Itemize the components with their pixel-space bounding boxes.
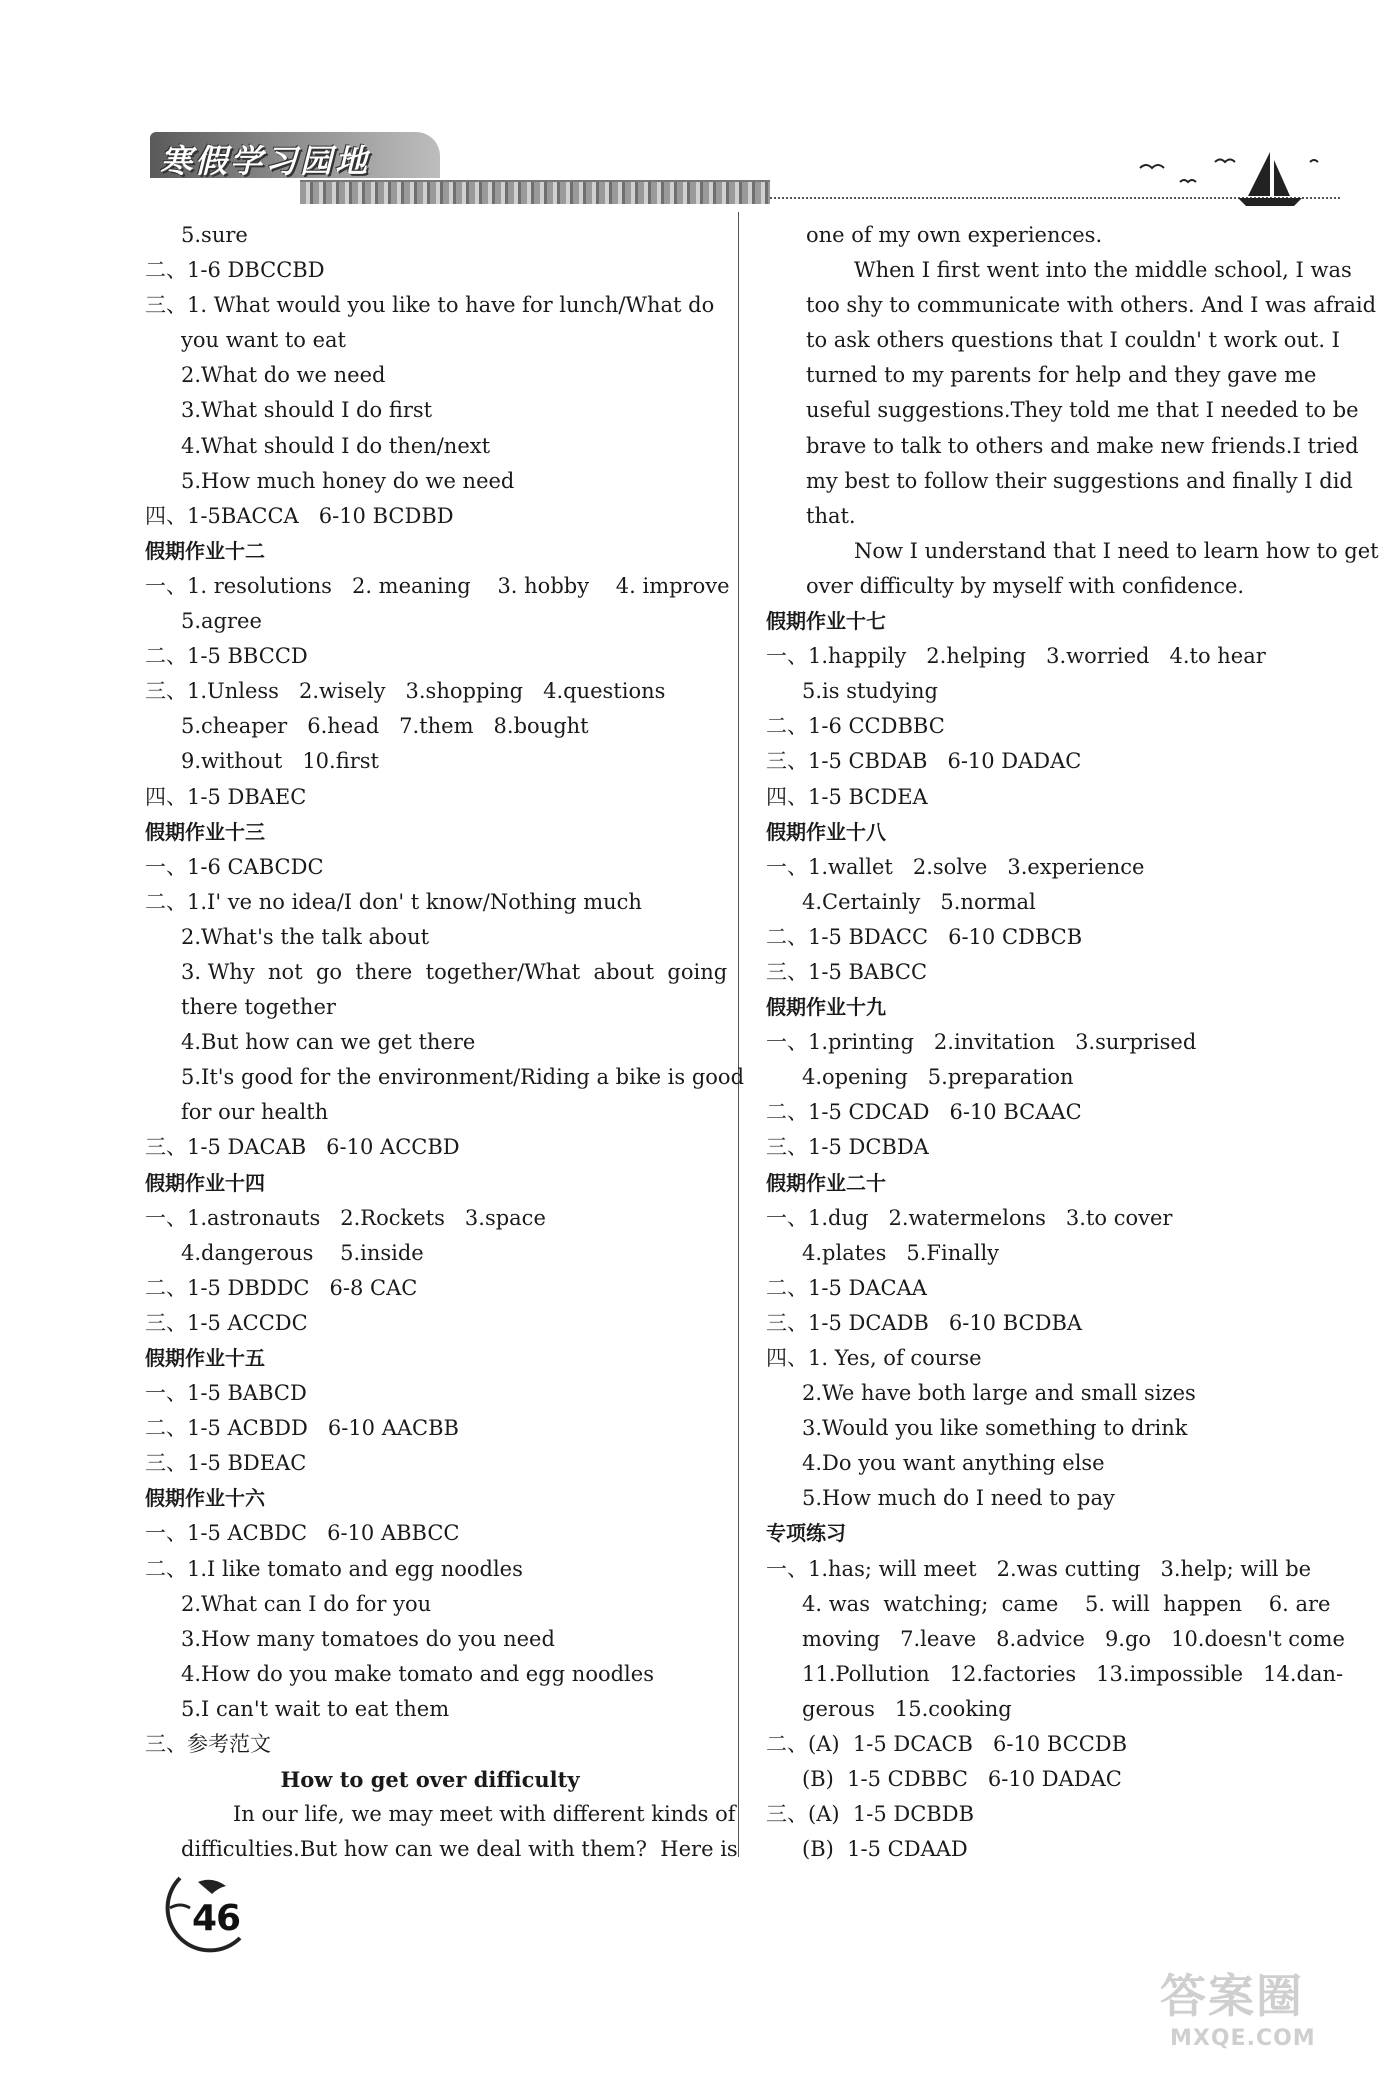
answer-line: 5.is studying	[802, 679, 938, 704]
page-number-badge	[140, 1868, 250, 1958]
answer-line: 4.What should I do then/next	[181, 433, 491, 458]
watermark	[1160, 1960, 1370, 2060]
answer-line: 二、1-6 CCDBBC	[766, 714, 945, 739]
column-divider	[738, 212, 739, 1857]
answer-line: 一、1.has; will meet 2.was cutting 3.help; will be	[766, 1556, 1312, 1581]
answer-line: (B) 1-5 CDBBC 6-10 DADAC	[802, 1767, 1122, 1792]
answer-line: turned to my parents for help and they gave me	[806, 363, 1317, 388]
right-column	[766, 218, 1379, 1867]
answer-line: 一、1-5 BABCD	[145, 1381, 307, 1406]
section-heading: 假期作业十八	[766, 819, 886, 844]
answer-line: 5.agree	[181, 609, 262, 634]
answer-line: my best to follow their suggestions and finally I did	[806, 468, 1353, 493]
answer-line: 4.How do you make tomato and egg noodles	[181, 1661, 654, 1686]
answer-line: 三、1-5 BDEAC	[145, 1451, 307, 1476]
answer-line: one of my own experiences.	[806, 223, 1103, 247]
answer-line: 4.plates 5.Finally	[802, 1240, 1000, 1265]
answer-line: 一、1-6 CABCDC	[145, 854, 324, 879]
section-heading: 假期作业十六	[145, 1486, 265, 1511]
answer-line: 5.How much do I need to pay	[802, 1486, 1115, 1511]
answer-line: 二、(A) 1-5 DCACB 6-10 BCCDB	[766, 1732, 1128, 1757]
essay-title: How to get over difficulty	[280, 1767, 580, 1793]
answer-line: 一、1.happily 2.helping 3.worried 4.to hear	[766, 644, 1266, 669]
answer-line: 3.How many tomatoes do you need	[181, 1626, 555, 1651]
header-title: 寒假学习园地	[160, 142, 371, 180]
answer-line: 四、1-5 BCDEA	[766, 784, 928, 809]
answer-line: 5.How much honey do we need	[181, 468, 515, 493]
answer-line: 4.But how can we get there	[181, 1030, 476, 1055]
answer-line: 二、1-6 DBCCBD	[145, 258, 325, 283]
answer-line: 三、1-5 DACAB 6-10 ACCBD	[145, 1135, 460, 1160]
answer-line: 2.We have both large and small sizes	[802, 1381, 1196, 1406]
answer-line: 三、1-5 CBDAB 6-10 DADAC	[766, 749, 1082, 774]
answer-line: 一、1.dug 2.watermelons 3.to cover	[766, 1205, 1173, 1230]
answer-line: 一、1.astronauts 2.Rockets 3.space	[145, 1205, 546, 1230]
answer-line: too shy to communicate with others. And I was afraid	[806, 293, 1377, 318]
answer-line: 2.What's the talk about	[181, 924, 430, 949]
answer-line: 4.dangerous 5.inside	[181, 1240, 424, 1265]
answer-line: 4.opening 5.preparation	[802, 1065, 1074, 1090]
answer-line: 三、1-5 DCADB 6-10 BCDBA	[766, 1310, 1083, 1335]
answer-line: 三、(A) 1-5 DCBDB	[766, 1802, 975, 1827]
answer-line: 四、1. Yes, of course	[766, 1346, 982, 1370]
answer-line: brave to talk to others and make new friends.I tried	[806, 433, 1359, 458]
answer-line: for our health	[181, 1100, 329, 1125]
answer-line: over difficulty by myself with confidence.	[806, 573, 1245, 598]
answer-line: 二、1-5 BBCCD	[145, 644, 308, 669]
answer-line: 5.I can't wait to eat them	[181, 1696, 450, 1721]
answer-line: 3.What should I do first	[181, 398, 433, 423]
answer-line: 4.Certainly 5.normal	[802, 889, 1036, 914]
answer-line: 三、参考范文	[145, 1732, 271, 1757]
answer-line: 5.sure	[181, 223, 248, 247]
section-heading: 假期作业十四	[145, 1170, 265, 1195]
answer-line: 二、1-5 CDCAD 6-10 BCAAC	[766, 1100, 1082, 1125]
answer-line: 二、1-5 BDACC 6-10 CDBCB	[766, 924, 1083, 949]
essay-line: difficulties.But how can we deal with them? Here is	[181, 1837, 738, 1862]
answer-line: that.	[806, 503, 856, 528]
answer-line: 一、1.printing 2.invitation 3.surprised	[766, 1030, 1197, 1055]
answer-line: 二、1.I' ve no idea/I don' t know/Nothing much	[145, 889, 642, 914]
answer-line: 三、1. What would you like to have for lunch/What do	[145, 293, 715, 318]
answer-line: 二、1-5 ACBDD 6-10 AACBB	[145, 1416, 459, 1441]
answer-line: 四、1-5BACCA 6-10 BCDBD	[145, 503, 454, 528]
sailboat-birds-icon	[1120, 148, 1340, 208]
answer-line: useful suggestions.They told me that I needed to be	[806, 398, 1359, 423]
page-number: 46	[192, 1898, 241, 1939]
answer-line: 三、1.Unless 2.wisely 3.shopping 4.questions	[145, 679, 666, 704]
answer-line: 5.It's good for the environment/Riding a bike is good	[181, 1065, 745, 1090]
essay-line: In our life, we may meet with different kinds of	[233, 1802, 736, 1827]
section-heading: 假期作业十七	[766, 609, 886, 634]
answer-line: 2.What can I do for you	[181, 1591, 432, 1616]
answer-line: 二、1.I like tomato and egg noodles	[145, 1556, 523, 1581]
watermark-url: MXQE.COM	[1170, 2026, 1316, 2051]
section-heading: 假期作业二十	[766, 1170, 886, 1195]
header-strip	[300, 180, 770, 204]
answer-line: to ask others questions that I couldn' t work out. I	[806, 328, 1340, 353]
answer-line: moving 7.leave 8.advice 9.go 10.doesn't come	[802, 1626, 1345, 1651]
section-heading: 假期作业十九	[766, 995, 886, 1020]
answer-line: 2.What do we need	[181, 363, 386, 388]
essay-line: When I first went into the middle school, I was	[854, 258, 1352, 283]
section-heading: 假期作业十五	[145, 1346, 265, 1370]
answer-line: 三、1-5 ACCDC	[145, 1310, 308, 1335]
answer-line: you want to eat	[181, 328, 346, 353]
answer-line: 二、1-5 DACAA	[766, 1275, 927, 1300]
section-heading: 假期作业十二	[145, 538, 265, 563]
answer-line: 一、1.wallet 2.solve 3.experience	[766, 854, 1145, 879]
answer-line: 三、1-5 BABCC	[766, 959, 928, 984]
answer-line: 一、1. resolutions 2. meaning 3. hobby 4. improve	[145, 573, 730, 598]
section-heading: 专项练习	[766, 1521, 846, 1546]
answer-line: gerous 15.cooking	[802, 1696, 1012, 1721]
answer-line: 三、1-5 DCBDA	[766, 1135, 929, 1160]
essay-line: Now I understand that I need to learn how to get	[854, 538, 1379, 563]
answer-line: there together	[181, 995, 336, 1020]
answer-line: 四、1-5 DBAEC	[145, 784, 307, 809]
answer-line: 一、1-5 ACBDC 6-10 ABBCC	[145, 1521, 460, 1546]
left-column	[145, 218, 745, 1867]
answer-line: 11.Pollution 12.factories 13.impossible 14.dan-	[802, 1661, 1344, 1686]
section-heading: 假期作业十三	[145, 819, 265, 844]
answer-line: 3. Why not go there together/What about going	[181, 959, 728, 984]
answer-line: 二、1-5 DBDDC 6-8 CAC	[145, 1275, 418, 1300]
answer-line: (B) 1-5 CDAAD	[802, 1837, 968, 1862]
answer-line: 4.Do you want anything else	[802, 1451, 1105, 1476]
answer-line: 5.cheaper 6.head 7.them 8.bought	[181, 714, 589, 739]
watermark-logo: 答案圈	[1160, 1969, 1304, 2023]
answer-line: 3.Would you like something to drink	[802, 1416, 1188, 1441]
answer-line: 4. was watching; came 5. will happen 6. are	[802, 1591, 1331, 1616]
answer-line: 9.without 10.first	[181, 749, 379, 774]
